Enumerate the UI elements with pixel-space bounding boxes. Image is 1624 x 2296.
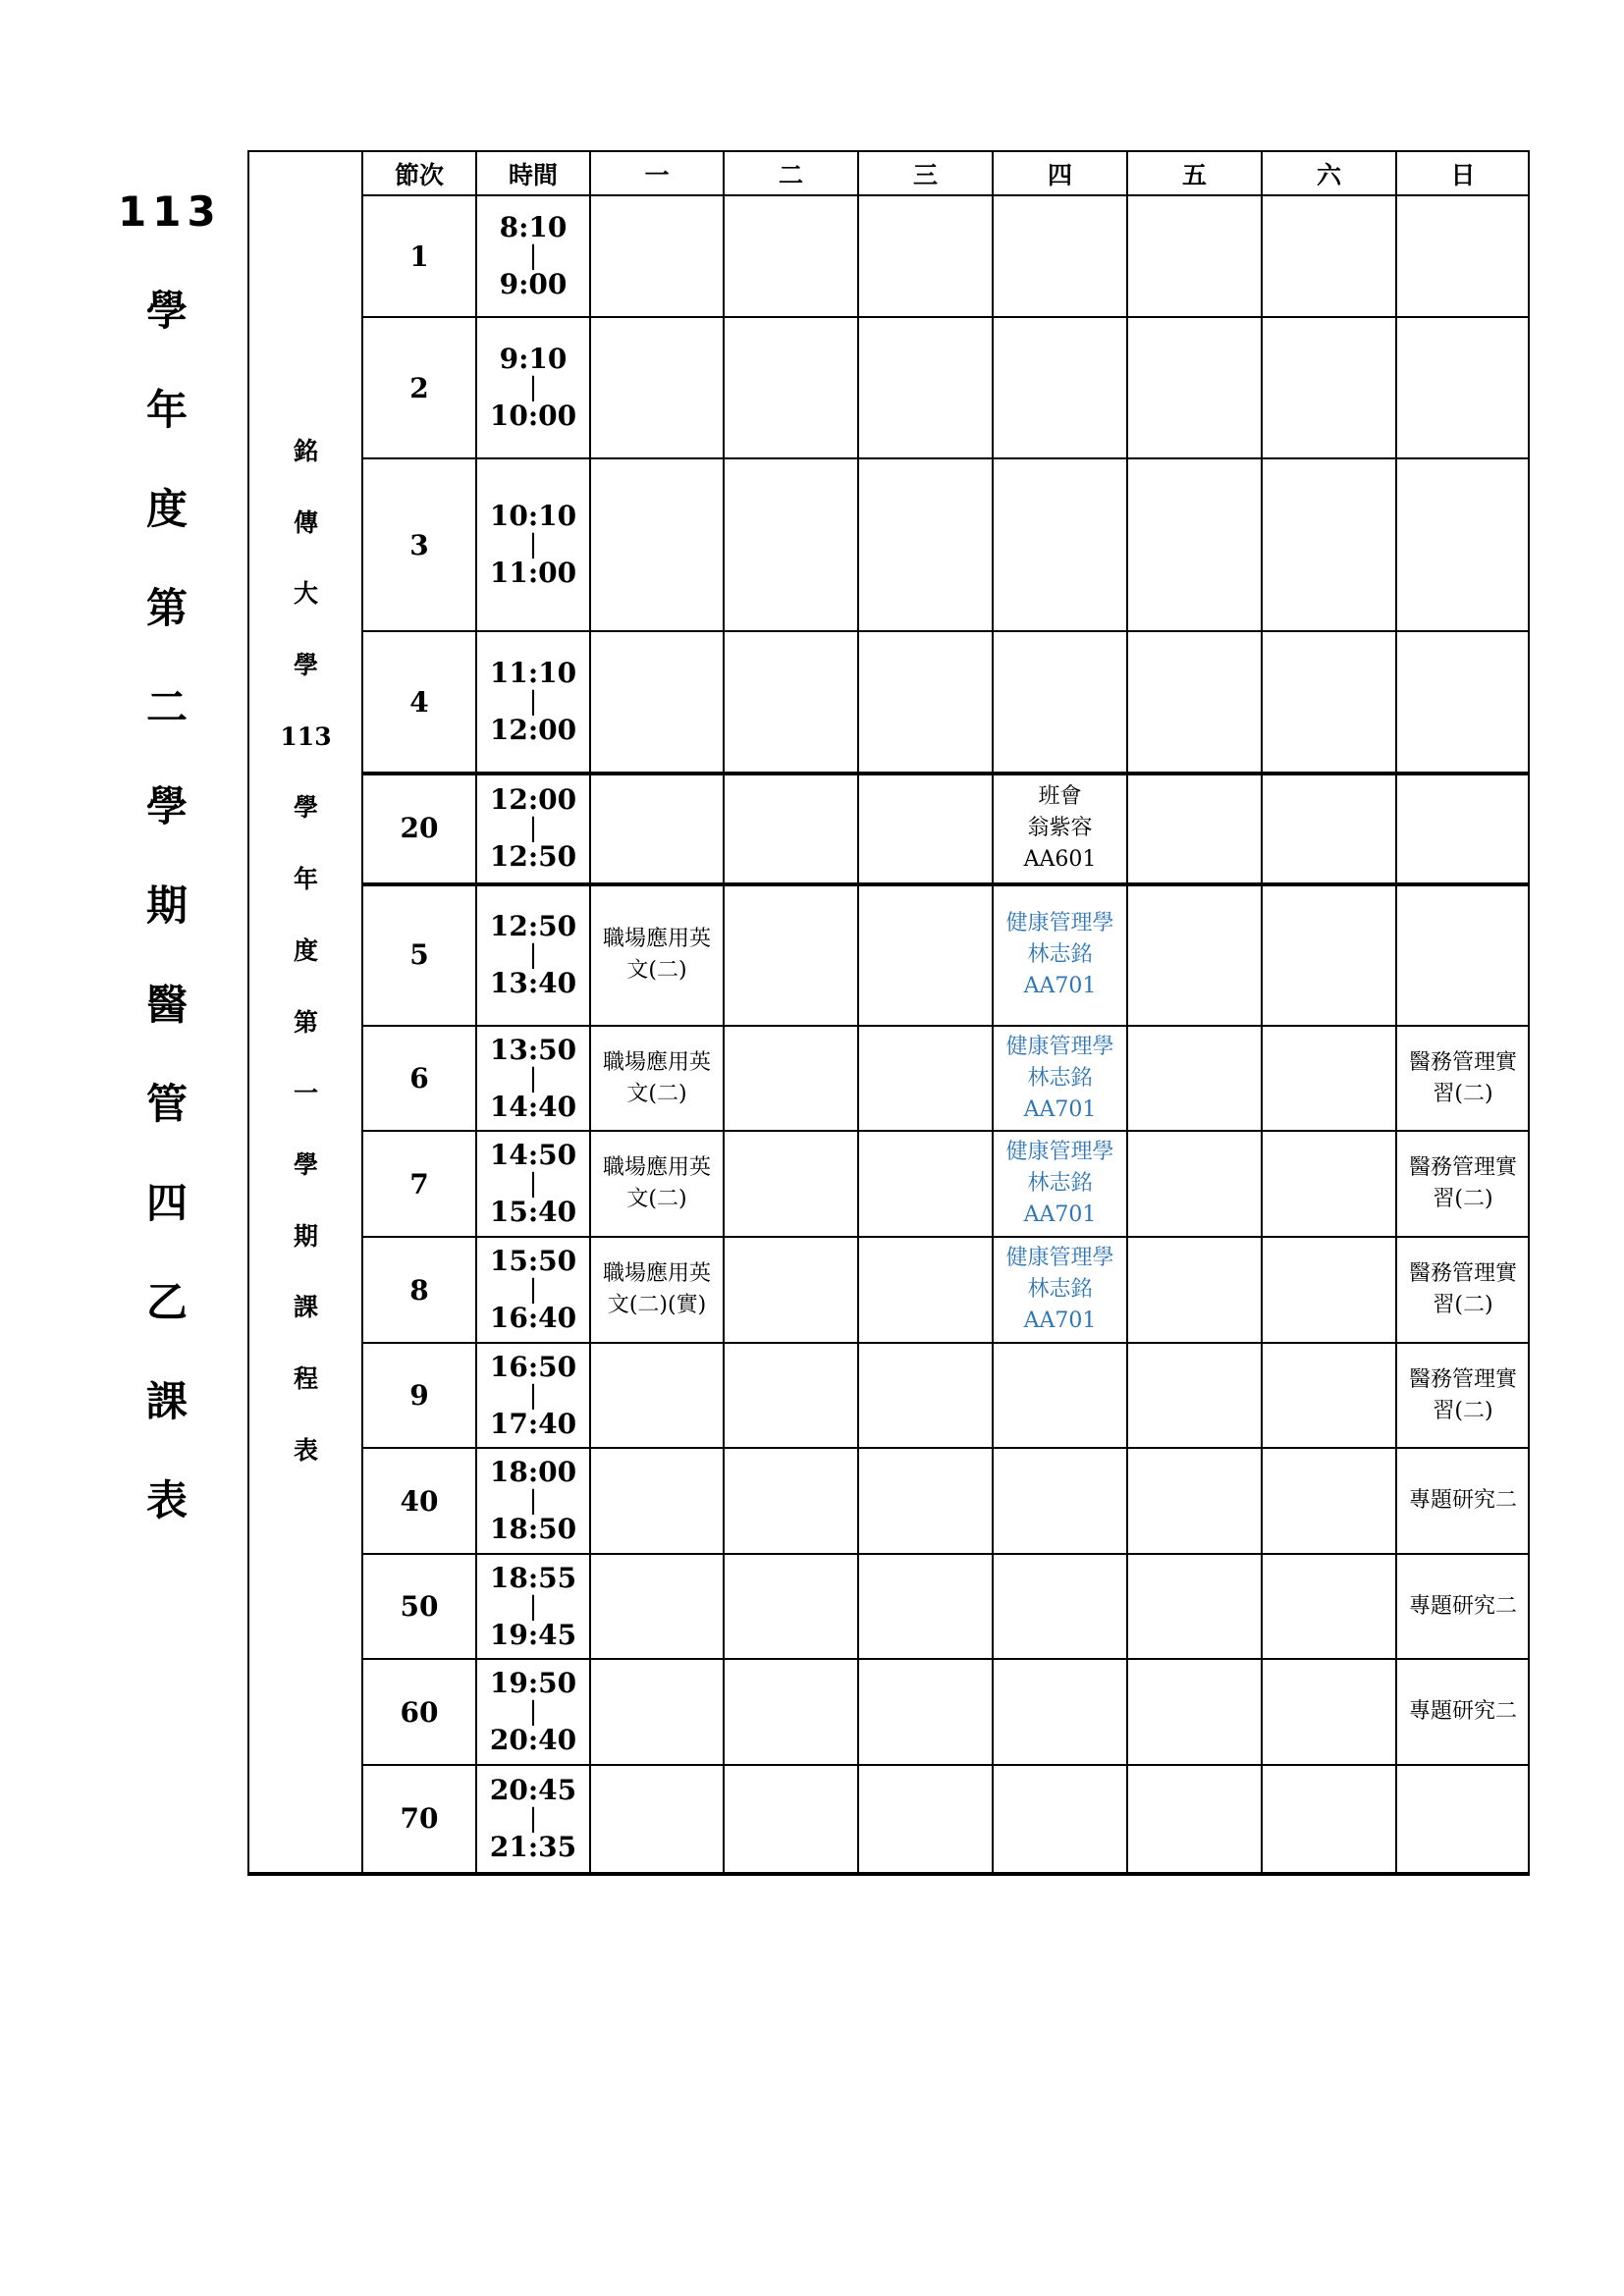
course-cell [590, 883, 724, 1026]
main-title-char: 乙 [145, 1278, 188, 1326]
course-line: 專題研究二 [1408, 1593, 1517, 1619]
time-separator: | [528, 373, 538, 402]
time-start: 18:55 [489, 1561, 577, 1594]
course-line: 習(二) [1433, 1398, 1493, 1423]
grid-vline [857, 152, 859, 1872]
main-title-char: 第 [145, 584, 188, 632]
main-title-char: 度 [145, 485, 188, 533]
main-title-char: 四 [145, 1179, 188, 1227]
side-title-char: 一 [293, 1079, 318, 1108]
time-end: 16:40 [489, 1302, 577, 1334]
schedule-table [247, 150, 1530, 1876]
time-start: 16:50 [489, 1350, 577, 1383]
main-title [118, 187, 222, 1575]
time-end: 12:00 [489, 714, 577, 746]
time-start: 11:10 [489, 657, 577, 689]
time-cell [476, 1026, 590, 1131]
main-title-char: 課 [145, 1377, 188, 1425]
course-line: 醫務管理實 [1408, 1049, 1517, 1075]
side-title-char: 表 [293, 1435, 318, 1465]
time-end: 17:40 [489, 1407, 577, 1440]
time-end: 12:50 [489, 839, 577, 873]
course-line: 文(二) [626, 957, 687, 983]
main-title-char: 管 [145, 1080, 188, 1128]
time-cell [476, 1343, 590, 1448]
course-cell [1396, 1026, 1530, 1131]
course-line: 習(二) [1433, 1293, 1493, 1317]
course-line: 林志銘 [1027, 1171, 1093, 1196]
course-cell [590, 1131, 724, 1237]
period-cell: 4 [409, 685, 429, 719]
course-cell [1396, 1554, 1530, 1659]
period-cell: 5 [409, 938, 429, 971]
time-separator: | [528, 530, 538, 560]
time-start: 10:10 [489, 500, 577, 532]
main-title-char: 學 [145, 782, 188, 830]
time-cell [476, 773, 590, 883]
time-separator: | [528, 813, 538, 843]
course-line: 醫務管理實 [1408, 1366, 1517, 1392]
time-end: 9:00 [499, 268, 568, 300]
course-line: AA701 [1023, 973, 1097, 998]
course-cell [993, 1026, 1127, 1131]
time-end: 19:45 [489, 1618, 577, 1651]
course-cell [993, 773, 1127, 883]
course-line: 翁紫容 [1027, 815, 1093, 840]
time-separator: | [528, 1380, 538, 1411]
side-title-char: 第 [293, 1007, 318, 1037]
side-title-char: 度 [293, 935, 318, 965]
main-title-char: 醫 [145, 981, 188, 1029]
header-cell: 時間 [508, 161, 558, 189]
time-separator: | [528, 1591, 538, 1622]
side-title-char: 學 [293, 651, 318, 680]
course-line: 林志銘 [1027, 1065, 1093, 1091]
course-line: AA601 [1023, 846, 1097, 872]
course-line: 文(二)(實) [607, 1293, 707, 1317]
header-cell: 五 [1181, 161, 1207, 189]
course-cell [1396, 1343, 1530, 1448]
period-cell: 9 [409, 1379, 429, 1412]
time-end: 18:50 [489, 1513, 577, 1545]
side-title-char: 傳 [293, 507, 318, 537]
side-title-char: 年 [293, 865, 318, 894]
main-title-char: 二 [145, 683, 188, 731]
time-cell [476, 1131, 590, 1237]
course-line: AA701 [1023, 1202, 1097, 1227]
time-start: 8:10 [499, 211, 568, 243]
course-cell [993, 1131, 1127, 1237]
course-cell [1396, 1659, 1530, 1765]
course-line: 習(二) [1433, 1081, 1493, 1106]
course-line: 職場應用英 [602, 1049, 711, 1075]
course-cell [993, 883, 1127, 1026]
course-line: 文(二) [626, 1081, 687, 1106]
header-cell: 一 [644, 161, 670, 189]
time-separator: | [528, 1169, 538, 1199]
course-line: 醫務管理實 [1408, 1261, 1517, 1286]
time-separator: | [528, 241, 538, 271]
course-line: 健康管理學 [1005, 1140, 1114, 1164]
course-cell [1396, 1237, 1530, 1343]
side-title-char: 學 [293, 793, 318, 823]
course-line: 文(二) [626, 1187, 687, 1211]
course-cell [1396, 1448, 1530, 1554]
time-start: 12:00 [489, 782, 577, 816]
time-start: 12:50 [489, 909, 577, 942]
header-cell: 節次 [394, 161, 444, 189]
period-cell: 7 [409, 1167, 429, 1201]
course-line: 健康管理學 [1005, 1034, 1114, 1059]
time-end: 11:00 [489, 557, 577, 589]
time-start: 14:50 [489, 1139, 577, 1171]
time-start: 19:50 [489, 1667, 577, 1699]
side-title-char: 課 [293, 1293, 318, 1322]
course-line: 班會 [1038, 783, 1082, 809]
header-cell: 二 [778, 161, 803, 189]
period-cell: 20 [400, 812, 439, 844]
period-cell: 60 [400, 1695, 439, 1729]
course-line: 專題研究二 [1408, 1699, 1517, 1724]
time-cell [476, 631, 590, 773]
course-line: 習(二) [1433, 1187, 1493, 1211]
course-line: 專題研究二 [1408, 1488, 1517, 1513]
course-line: AA701 [1023, 1096, 1097, 1122]
header-cell: 三 [912, 161, 938, 189]
main-title-char: 年 [145, 386, 188, 434]
time-end: 10:00 [489, 400, 577, 432]
time-end: 14:40 [489, 1090, 577, 1123]
period-cell: 70 [400, 1802, 439, 1835]
time-end: 15:40 [489, 1196, 577, 1228]
time-separator: | [528, 939, 538, 970]
period-cell: 2 [409, 371, 429, 404]
time-cell [476, 1237, 590, 1343]
time-cell [476, 1554, 590, 1659]
time-cell [476, 195, 590, 317]
time-cell [476, 1765, 590, 1872]
time-separator: | [528, 687, 538, 717]
time-end: 20:40 [489, 1724, 577, 1756]
course-line: 林志銘 [1027, 941, 1093, 967]
course-line: 健康管理學 [1005, 1246, 1114, 1270]
side-title-char: 113 [280, 721, 332, 751]
course-line: AA701 [1023, 1308, 1097, 1333]
time-cell [476, 317, 590, 458]
time-start: 9:10 [499, 343, 568, 375]
time-separator: | [528, 1697, 538, 1727]
period-cell: 3 [409, 528, 429, 561]
time-start: 18:00 [489, 1456, 577, 1488]
course-line: 職場應用英 [602, 1155, 711, 1180]
side-title-char: 期 [293, 1221, 318, 1251]
course-line: 醫務管理實 [1408, 1155, 1517, 1180]
header-cell: 日 [1450, 161, 1476, 189]
time-end: 21:35 [489, 1830, 577, 1863]
main-title-char: 表 [145, 1476, 188, 1524]
time-start: 13:50 [489, 1033, 577, 1066]
time-separator: | [528, 1803, 538, 1834]
header-cell: 六 [1316, 161, 1341, 189]
period-cell: 40 [400, 1484, 439, 1518]
course-cell [1396, 1131, 1530, 1237]
period-cell: 1 [409, 240, 429, 273]
header-cell: 四 [1047, 161, 1072, 189]
side-title-char: 學 [293, 1149, 318, 1179]
period-cell: 50 [400, 1590, 439, 1623]
side-title-char: 程 [293, 1363, 318, 1393]
time-cell [476, 883, 590, 1026]
time-start: 15:50 [489, 1245, 577, 1277]
time-cell [476, 1659, 590, 1765]
course-line: 林志銘 [1027, 1277, 1093, 1302]
time-separator: | [528, 1063, 538, 1094]
time-separator: | [528, 1486, 538, 1516]
course-cell [993, 1237, 1127, 1343]
time-cell [476, 458, 590, 631]
period-cell: 8 [409, 1273, 429, 1307]
side-title [249, 432, 362, 1502]
course-cell [590, 1026, 724, 1131]
grid-vline [1261, 152, 1263, 1872]
main-title-char: 113 [118, 187, 222, 236]
time-end: 13:40 [489, 966, 577, 999]
side-title-char: 銘 [293, 437, 318, 465]
period-cell: 6 [409, 1062, 429, 1095]
course-line: 職場應用英 [602, 926, 711, 951]
course-cell [590, 1237, 724, 1343]
main-title-char: 期 [145, 881, 188, 930]
side-title-char: 大 [293, 579, 318, 609]
time-cell [476, 1448, 590, 1554]
course-line: 健康管理學 [1005, 910, 1114, 935]
time-separator: | [528, 1275, 538, 1305]
course-line: 職場應用英 [602, 1261, 711, 1286]
time-start: 20:45 [489, 1773, 577, 1806]
main-title-char: 學 [145, 287, 188, 335]
